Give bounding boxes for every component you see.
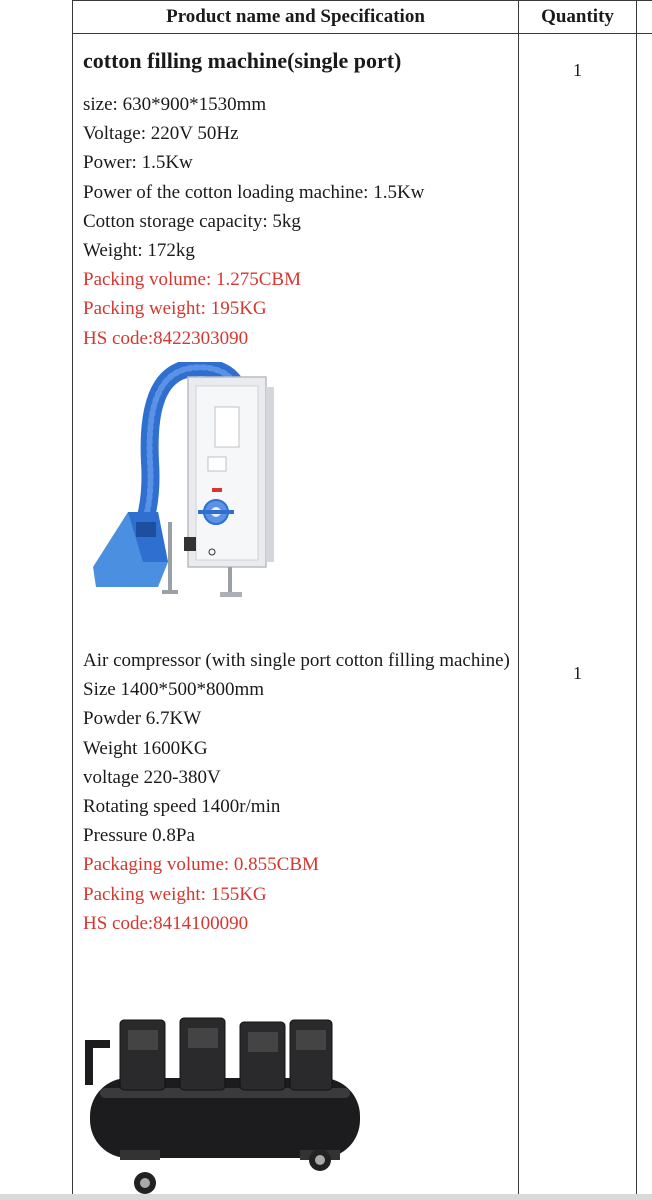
header-product-name: Product name and Specification: [166, 6, 425, 27]
spec-line: Size 1400*500*800mm: [83, 679, 265, 701]
table-border-right: [636, 0, 637, 1200]
left-margin: [0, 0, 73, 1200]
spec-line: Voltage: 220V 50Hz: [83, 123, 239, 145]
spec-line: Weight 1600KG: [83, 737, 208, 759]
spec-line: Powder 6.7KW: [83, 708, 202, 730]
table-border-left: [72, 0, 73, 1200]
table-header-divider: [72, 33, 652, 34]
spec-line: voltage 220-380V: [83, 766, 221, 788]
item-cotton-filling-machine: [83, 46, 513, 353]
item-title: cotton filling machine(single port): [83, 48, 402, 73]
packing-line: Packing weight: 155KG: [83, 883, 267, 905]
table-column-divider: [518, 0, 519, 1200]
spec-line: Power of the cotton loading machine: 1.5Kw: [83, 181, 425, 203]
item-air-compressor: [83, 646, 513, 938]
spec-line: Rotating speed 1400r/min: [83, 796, 281, 818]
item-quantity: 1: [573, 60, 582, 80]
cotton-filling-machine-image: [88, 362, 278, 607]
packing-line: Packing weight: 195KG: [83, 298, 267, 320]
spec-line: Weight: 172kg: [83, 240, 195, 262]
spec-line: size: 630*900*1530mm: [83, 94, 267, 115]
spec-line: Cotton storage capacity: 5kg: [83, 210, 301, 232]
spec-line: Power: 1.5Kw: [83, 152, 193, 174]
packing-line: Packing volume: 1.275CBM: [83, 269, 301, 291]
item-title: Air compressor (with single port cotton filling machine): [83, 650, 510, 671]
packing-line: Packaging volume: 0.855CBM: [83, 854, 319, 876]
hs-code-line: HS code:8414100090: [83, 912, 249, 934]
air-compressor-image: [80, 1000, 370, 1200]
bottom-scroll-edge: [0, 1194, 652, 1200]
hs-code-line: HS code:8422303090: [83, 327, 249, 349]
header-quantity: Quantity: [541, 6, 614, 27]
spec-line: Pressure 0.8Pa: [83, 825, 195, 847]
item-quantity: 1: [573, 663, 582, 683]
